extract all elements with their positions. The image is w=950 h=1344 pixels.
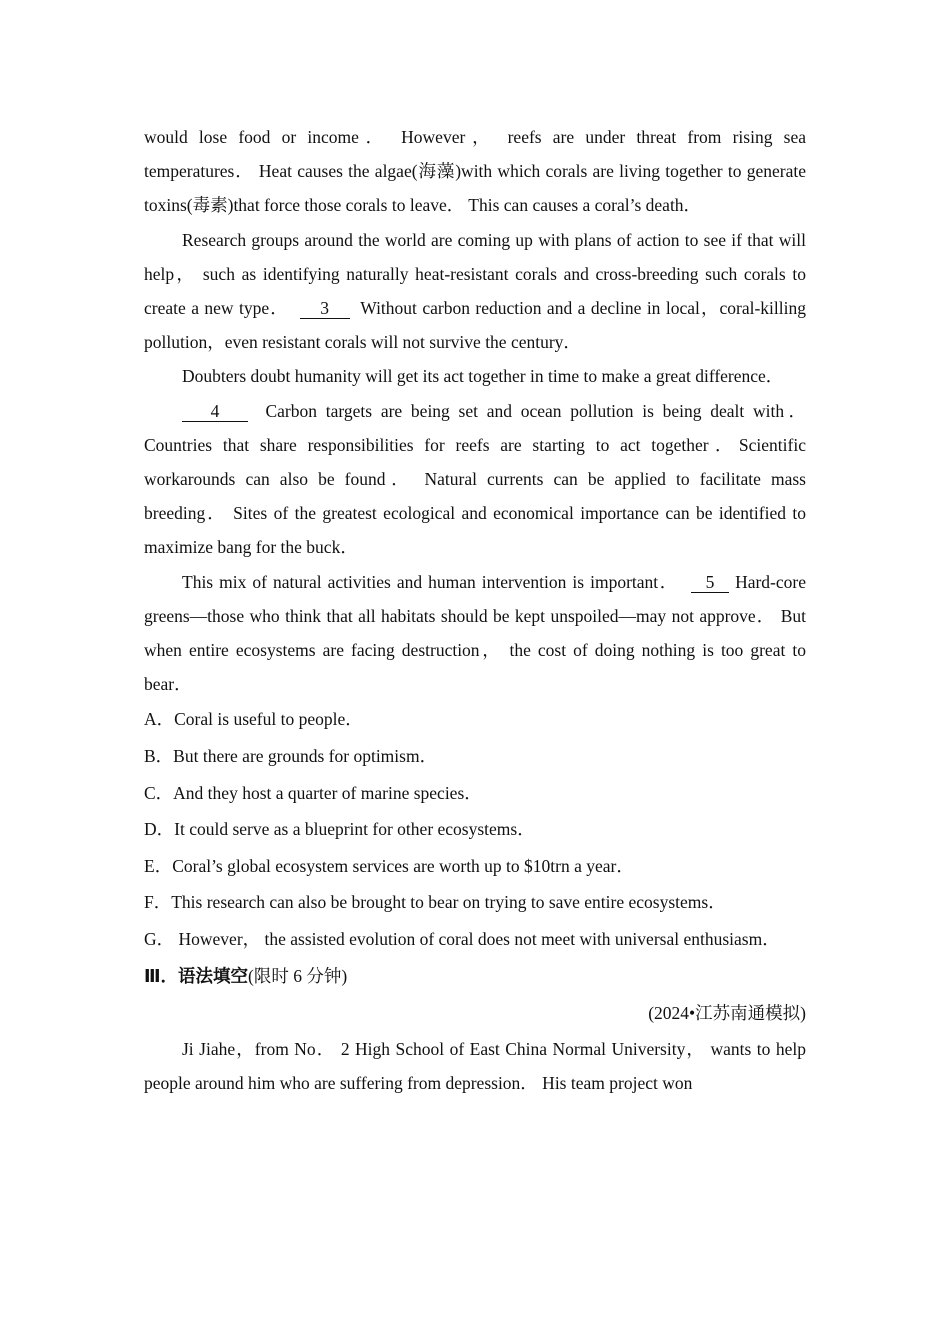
options-list — [144, 701, 806, 957]
paragraph-2-text-before: Research groups around the world are coming up with plans of action to see if that will help， such as identifying naturally heat-resistant corals and cross-breeding such corals to create a new type． — [144, 229, 806, 319]
passage-paragraph-3: Doubters doubt humanity will get its act together in time to make a great difference． — [182, 366, 784, 387]
paragraph-4-text: Carbon targets are being set and ocean pollution is being dealt with． Countries that share responsibilities for reefs are starting to act together．Scientific workarounds can also be found． Natural currents can be applied to facilitate mass breeding． Sites of the greatest ecological and economical importance can be identified to maximize bang for the buck． — [144, 400, 806, 558]
passage-paragraph-5 — [144, 565, 806, 702]
section-heading — [144, 958, 806, 995]
paragraph-5-text-after: Hard-core greens—those who think that all habitats should be kept unspoiled—may not approve． But when entire ecosystems are facing destruction， the cost of doing nothing is too great to bear． — [144, 571, 807, 695]
document-page — [144, 120, 806, 1100]
paragraph-5-text-before: This mix of natural activities and human intervention is important． — [182, 571, 679, 592]
option-b: B．But there are grounds for optimism． — [144, 746, 438, 767]
section-time-note: (限时 6 分钟) — [248, 965, 348, 986]
option-f: F．This research can also be brought to bear on trying to save entire ecosystems． — [144, 892, 726, 913]
option-e: E．Coral’s global ecosystem services are worth up to $10trn a year． — [144, 855, 634, 876]
passage-paragraph-2 — [144, 223, 806, 360]
grammar-passage-intro: Ji Jiahe，from No． 2 High School of East China Normal University， wants to help people around him who are suffering from depression． His team project won — [144, 1038, 806, 1093]
section-title: Ⅲ．语法填空 — [144, 965, 249, 986]
source-note: (2024•江苏南通模拟) — [648, 1002, 806, 1023]
paragraph-2-text-after: Without carbon reduction and a decline in local，coral-killing pollution，even resistant corals will not survive the century． — [144, 298, 807, 353]
blank-3: 3 — [300, 298, 350, 319]
blank-5: 5 — [691, 572, 729, 593]
option-c: C．And they host a quarter of marine species． — [144, 782, 482, 803]
option-a: A．Coral is useful to people． — [144, 709, 363, 730]
passage-paragraph-4 — [144, 394, 806, 565]
option-d: D．It could serve as a blueprint for other ecosystems． — [144, 819, 535, 840]
passage-paragraph-1: would lose food or income． However， reefs are under threat from rising sea temperatures． Heat causes the algae(海藻)with which corals are living together to generate toxins(毒素)that force those corals to leave． This can causes a coral’s death． — [144, 127, 806, 216]
option-g: G． However， the assisted evolution of coral does not meet with universal enthusiasm． — [144, 929, 780, 950]
blank-4: 4 — [182, 401, 248, 422]
